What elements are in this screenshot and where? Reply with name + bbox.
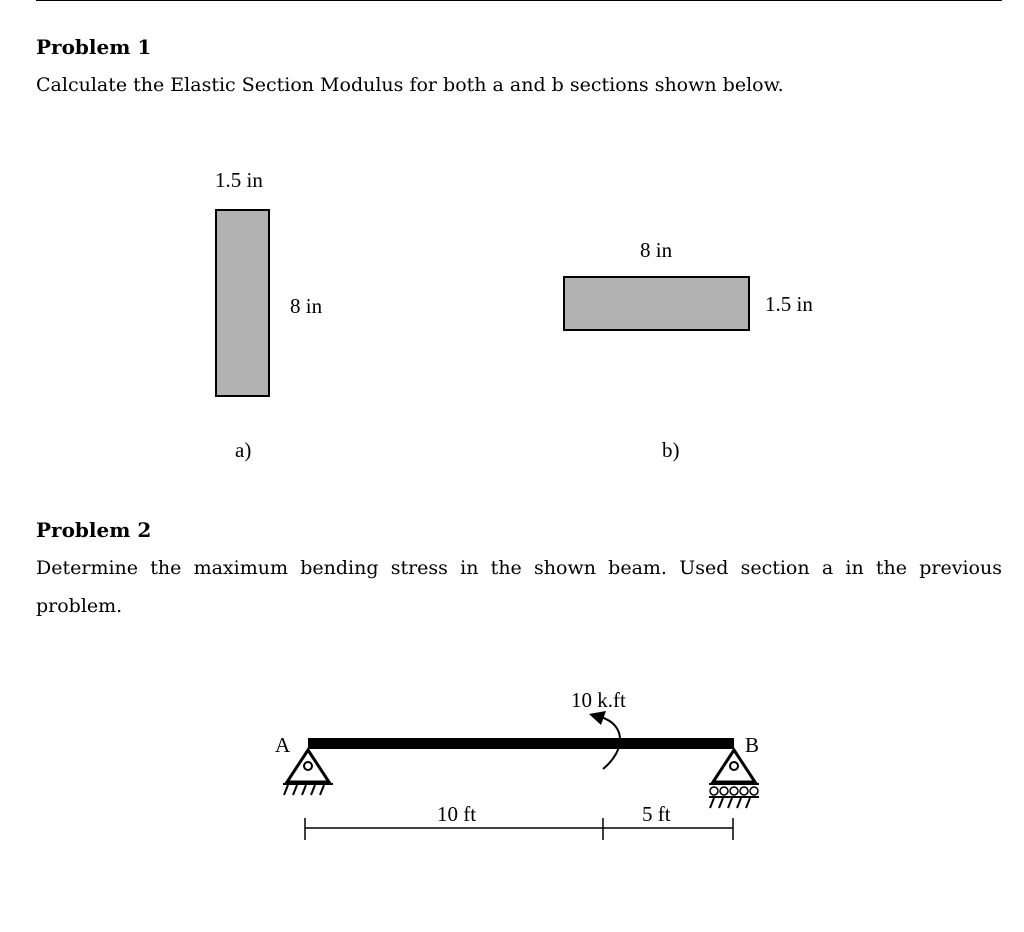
pin-support-a-icon (283, 750, 333, 795)
section-a-caption: a) (235, 438, 252, 462)
span-2-label: 5 ft (642, 802, 671, 826)
problem-1-heading: Problem 1 (36, 35, 152, 59)
problem-2-heading: Problem 2 (36, 518, 152, 542)
moment-label: 10 k.ft (571, 688, 626, 712)
span-1-label: 10 ft (437, 802, 477, 826)
section-b-width-label: 8 in (640, 238, 673, 262)
problem-1-text: Calculate the Elastic Section Modulus for both a and b sections shown below. (36, 74, 784, 96)
beam (308, 738, 734, 749)
section-b-height-label: 1.5 in (765, 292, 813, 316)
problem-2-text: Determine the maximum bending stress in the shown beam. Used section a in the previous problem. (36, 557, 1002, 617)
support-b-label: B (745, 733, 760, 757)
section-b-caption: b) (662, 438, 680, 462)
section-a-height-label: 8 in (290, 294, 323, 318)
roller-support-b-icon (709, 750, 759, 808)
support-a-label: A (275, 733, 291, 757)
section-a-width-label: 1.5 in (215, 168, 263, 192)
moment-arrowhead-icon (589, 711, 606, 725)
